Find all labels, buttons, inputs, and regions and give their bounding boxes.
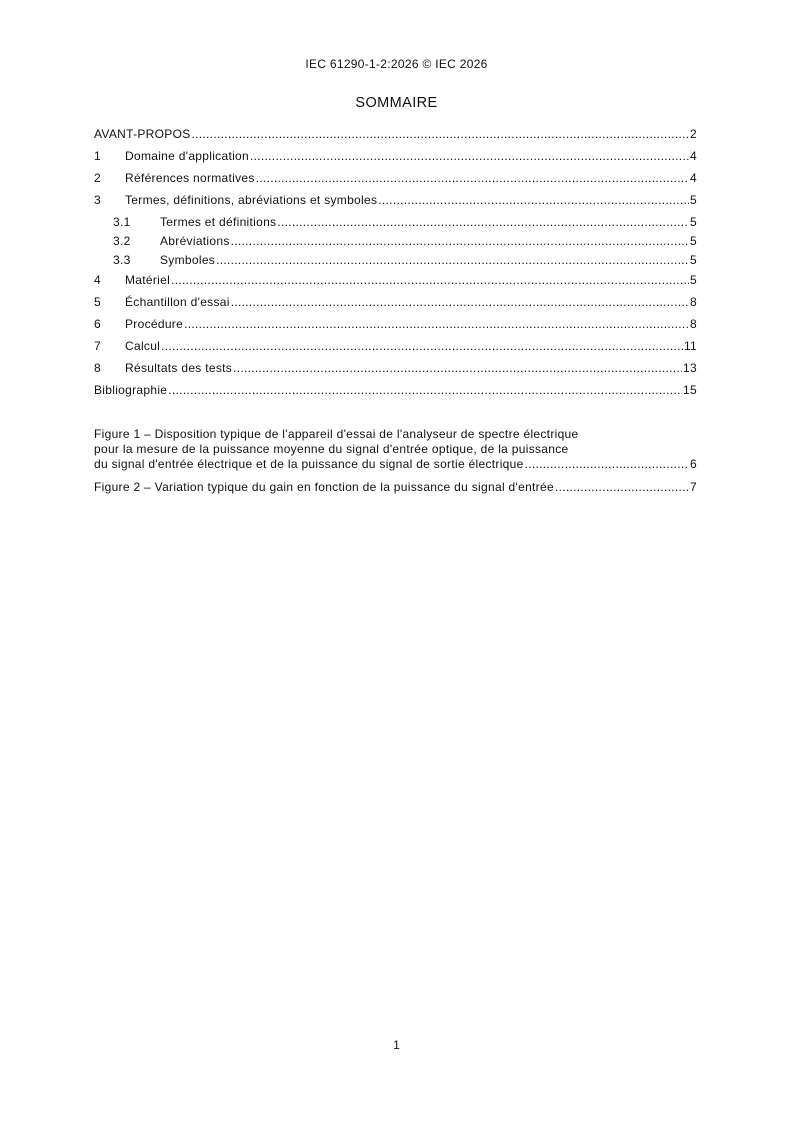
toc-entry-label: AVANT-PROPOS: [94, 127, 191, 141]
toc-entry-label: Abréviations: [160, 234, 230, 248]
toc-entry-label: Références normatives: [125, 171, 255, 185]
toc-entry-page: 4: [690, 171, 697, 185]
toc-entry-1[interactable]: [94, 149, 697, 164]
toc-entry-number: 3: [94, 193, 101, 207]
page-title: SOMMAIRE: [355, 95, 438, 111]
dot-leader: [378, 193, 689, 208]
toc-entry-8[interactable]: [94, 361, 697, 376]
toc-entry-page: 13: [683, 361, 697, 375]
dot-leader: [184, 317, 689, 332]
toc-entry-number: 6: [94, 317, 101, 331]
dot-leader: [231, 295, 689, 310]
toc-entry-label: Termes, définitions, abréviations et symboles: [125, 193, 378, 207]
toc-entry-bibliographie[interactable]: [94, 383, 697, 398]
toc-entry-number: 2: [94, 171, 101, 185]
figure-caption-last-line: [94, 457, 697, 472]
toc-entry-2[interactable]: [94, 171, 697, 186]
figure-entry-page: 6: [690, 457, 697, 471]
toc-entry-page: 8: [690, 295, 697, 309]
toc-entry-page: 5: [690, 193, 697, 207]
toc-entry-page: 5: [690, 273, 697, 287]
page-number: 1: [393, 1038, 400, 1052]
figure-caption-line: pour la mesure de la puissance moyenne du signal d'entrée optique, de la puissance: [94, 442, 569, 456]
toc-entry-7[interactable]: [94, 339, 697, 354]
figure-entry-page: 7: [690, 480, 697, 494]
figure-caption-line: Figure 2 – Variation typique du gain en fonction de la puissance du signal d'entrée: [94, 480, 554, 494]
toc-entry-page: 5: [690, 215, 697, 229]
toc-entry-3-1[interactable]: [113, 215, 697, 230]
dot-leader: [161, 339, 683, 354]
dot-leader: [277, 215, 689, 230]
toc-entry-page: 2: [690, 127, 697, 141]
toc-entry-page: 15: [683, 383, 697, 397]
toc-entry-number: 7: [94, 339, 101, 353]
toc-entry-number: 5: [94, 295, 101, 309]
toc-entry-label: Procédure: [125, 317, 184, 331]
toc-entry-3[interactable]: [94, 193, 697, 208]
toc-entry-label: Termes et définitions: [160, 215, 277, 229]
dot-leader: [192, 127, 690, 142]
document-reference-header: IEC 61290-1-2:2026 © IEC 2026: [305, 57, 488, 71]
toc-entry-4[interactable]: [94, 273, 697, 288]
toc-entry-label: Symboles: [160, 253, 216, 267]
toc-entry-3-2[interactable]: [113, 234, 697, 249]
toc-entry-label: Calcul: [125, 339, 161, 353]
figure-caption-line: du signal d'entrée électrique et de la puissance du signal de sortie électrique: [94, 457, 524, 471]
dot-leader: [525, 457, 689, 472]
dot-leader: [250, 149, 689, 164]
toc-entry-avant-propos[interactable]: [94, 127, 697, 142]
toc-entry-number: 1: [94, 149, 101, 163]
toc-entry-page: 11: [683, 339, 697, 353]
toc-entry-5[interactable]: [94, 295, 697, 310]
toc-entry-number: 8: [94, 361, 101, 375]
toc-entry-page: 8: [690, 317, 697, 331]
dot-leader: [171, 273, 689, 288]
toc-entry-6[interactable]: [94, 317, 697, 332]
toc-entry-number: 3.1: [113, 215, 131, 229]
toc-entry-page: 5: [690, 253, 697, 267]
dot-leader: [168, 383, 682, 398]
dot-leader: [231, 234, 689, 249]
toc-entry-number: 3.2: [113, 234, 131, 248]
dot-leader: [256, 171, 689, 186]
toc-entry-label: Bibliographie: [94, 383, 168, 397]
dot-leader: [216, 253, 689, 268]
toc-entry-label: Échantillon d'essai: [125, 295, 230, 309]
toc-entry-label: Matériel: [125, 273, 171, 287]
dot-leader: [555, 480, 689, 495]
toc-entry-number: 3.3: [113, 253, 131, 267]
toc-entry-label: Domaine d'application: [125, 149, 249, 163]
figure-caption-last-line: [94, 480, 697, 495]
toc-entry-page: 5: [690, 234, 697, 248]
toc-entry-page: 4: [690, 149, 697, 163]
toc-entry-number: 4: [94, 273, 101, 287]
toc-entry-label: Résultats des tests: [125, 361, 233, 375]
dot-leader: [233, 361, 682, 376]
toc-entry-3-3[interactable]: [113, 253, 697, 268]
figure-caption-line: Figure 1 – Disposition typique de l'appareil d'essai de l'analyseur de spectre électrique: [94, 427, 579, 441]
